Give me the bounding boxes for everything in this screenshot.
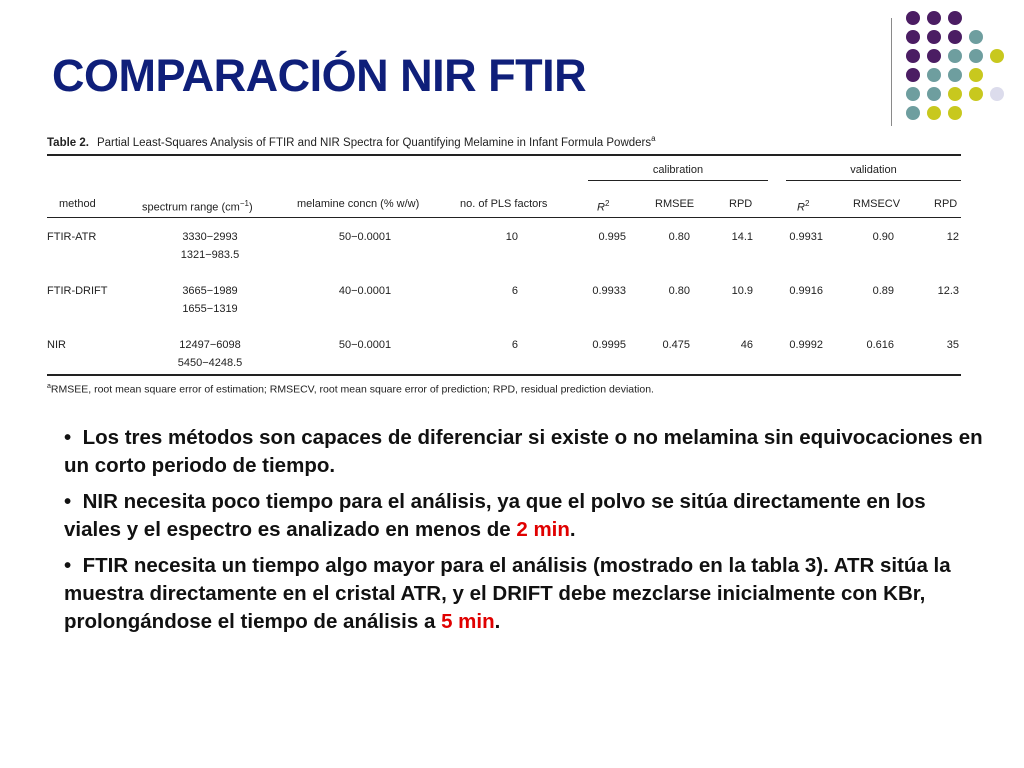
bullet-highlight: 5 min	[441, 610, 495, 633]
bullet-text: FTIR necesita un tiempo algo mayor para el análisis (mostrado en la tabla 3). ATR sitúa la muestra directamente en el cristal ATR, y el DRIFT debe mezclarse inicialmente con KBr, prolongándose el tiempo de análisis a	[64, 554, 951, 633]
table-row-range: 1655−1319	[182, 303, 238, 315]
decor-dot	[906, 87, 920, 101]
table-row-range: 3665−1989	[182, 285, 238, 297]
table-row-rmsee: 0.475	[662, 339, 690, 351]
decor-dot	[948, 49, 962, 63]
col-header-val-rpd: RPD	[934, 198, 958, 210]
col-header-cal-r2	[597, 197, 609, 215]
table-footnote	[47, 383, 654, 396]
table-caption-text: Partial Least-Squares Analysis of FTIR and NIR Spectra for Quantifying Melamine in Infant Formula Powders	[96, 136, 652, 149]
decor-dot	[906, 49, 920, 63]
decor-dot	[906, 68, 920, 82]
bullet-item: • FTIR necesita un tiempo algo mayor para el análisis (mostrado en la tabla 3). ATR sitúa la muestra directamente en el cristal ATR, y el DRIFT debe mezclarse inicialmente con KBr, prolongándose el tiempo de análisis a 5 min.	[64, 554, 951, 633]
table-row-method: NIR	[47, 339, 66, 351]
col-header-spectrum-range-text: spectrum range (cm	[142, 201, 240, 214]
table-footnote-text: RMSEE, root mean square error of estimation; RMSECV, root mean square error of prediction; RPD, residual prediction deviation.	[50, 383, 654, 396]
col-header-melamine: melamine concn (% w/w)	[297, 198, 420, 210]
col-header-pls: no. of PLS factors	[460, 198, 548, 210]
table-row-pls: 6	[511, 339, 518, 351]
table-header-rule	[47, 217, 961, 218]
table-row-val-r2: 0.9992	[789, 339, 823, 351]
table-row-melamine: 50−0.0001	[338, 339, 392, 351]
validation-group-rule	[786, 180, 961, 181]
table-row-val-rpd: 35	[946, 339, 959, 351]
decor-dot	[990, 87, 1004, 101]
decor-dot	[969, 30, 983, 44]
decor-dot	[927, 106, 941, 120]
decor-dot	[948, 68, 962, 82]
table-row-method: FTIR-ATR	[47, 231, 97, 243]
decor-dot	[927, 49, 941, 63]
table-row-cal-rpd: 46	[740, 339, 753, 351]
table-row-val-rpd: 12.3	[937, 285, 959, 297]
table-caption-label: Table 2.	[47, 136, 89, 149]
bullet-tail: .	[494, 610, 501, 633]
table-caption	[47, 134, 656, 149]
calibration-group-rule	[588, 180, 768, 181]
decor-dot	[906, 30, 920, 44]
table-top-rule	[47, 154, 961, 156]
calibration-group-header: calibration	[652, 164, 704, 176]
table-caption-sup: a	[651, 134, 656, 143]
decor-dot	[969, 68, 983, 82]
col-header-cal-rpd: RPD	[729, 198, 753, 210]
table-row-pls: 6	[511, 285, 518, 297]
col-header-spectrum-range-end: )	[248, 201, 253, 214]
decor-dot	[927, 11, 941, 25]
table-bottom-rule	[47, 374, 961, 376]
col-header-cal-r2-text: R	[597, 201, 605, 214]
table-row-val-rpd: 12	[946, 231, 959, 243]
decor-divider	[891, 18, 892, 126]
table-row-cal-rpd: 10.9	[731, 285, 753, 297]
col-header-val-r2-text: R	[797, 201, 805, 214]
table-row-pls: 10	[505, 231, 518, 243]
bullet-text: NIR necesita poco tiempo para el análisis, ya que el polvo se sitúa directamente en los viales y el espectro es analizado en menos de	[64, 490, 926, 541]
col-header-spectrum-range-sup: −1	[239, 199, 249, 208]
decor-dot	[948, 87, 962, 101]
decor-dot	[906, 11, 920, 25]
table-row-rmsee: 0.80	[668, 231, 690, 243]
col-header-rmsee: RMSEE	[655, 198, 695, 210]
slide-title: COMPARACIÓN NIR FTIR	[52, 50, 587, 101]
bullet-text: Los tres métodos son capaces de diferenciar si existe o no melamina sin equivocaciones en un corto periodo de tiempo.	[64, 426, 983, 477]
table-row-rmsecv: 0.616	[866, 339, 894, 351]
table-row-melamine: 40−0.0001	[338, 285, 392, 297]
bullet-item: • Los tres métodos son capaces de diferenciar si existe o no melamina sin equivocaciones en un corto periodo de tiempo.	[64, 426, 983, 477]
table-row-rmsee: 0.80	[668, 285, 690, 297]
table-row-cal-r2: 0.995	[598, 231, 626, 243]
table-row-cal-r2: 0.9933	[592, 285, 626, 297]
decor-dot	[948, 106, 962, 120]
decor-dot	[927, 68, 941, 82]
table-row-range: 1321−983.5	[180, 249, 240, 261]
table-row-range: 5450−4248.5	[177, 357, 243, 369]
col-header-method: method	[59, 198, 96, 210]
table-row-val-r2: 0.9931	[789, 231, 823, 243]
validation-group-header: validation	[850, 164, 897, 176]
decor-dot	[969, 87, 983, 101]
col-header-val-r2-sup: 2	[804, 199, 810, 208]
table-row-range: 12497−6098	[179, 339, 241, 351]
decor-dot	[927, 87, 941, 101]
table-row-rmsecv: 0.90	[872, 231, 894, 243]
decor-dot	[990, 49, 1004, 63]
bullet-tail: .	[569, 518, 576, 541]
col-header-spectrum-range	[142, 197, 253, 215]
table-row-cal-r2: 0.9995	[592, 339, 626, 351]
decor-dot	[906, 106, 920, 120]
table-footnote-sup: a	[47, 383, 51, 390]
decor-dot	[927, 30, 941, 44]
table-row-range: 3330−2993	[182, 231, 238, 243]
table-row-rmsecv: 0.89	[872, 285, 894, 297]
bullet-item: • NIR necesita poco tiempo para el análisis, ya que el polvo se sitúa directamente en los viales y el espectro es analizado en menos de 2 min.	[64, 490, 926, 541]
decor-dot	[948, 30, 962, 44]
table-row-cal-rpd: 14.1	[731, 231, 753, 243]
decor-dot	[969, 49, 983, 63]
col-header-cal-r2-sup: 2	[604, 199, 610, 208]
decor-dot	[948, 11, 962, 25]
bullet-highlight: 2 min	[516, 518, 570, 541]
bullet-list	[64, 424, 984, 644]
table-row-melamine: 50−0.0001	[338, 231, 392, 243]
col-header-rmsecv: RMSECV	[853, 198, 901, 210]
table-row-method: FTIR-DRIFT	[47, 285, 108, 297]
col-header-val-r2	[797, 197, 809, 215]
table-row-val-r2: 0.9916	[789, 285, 823, 297]
